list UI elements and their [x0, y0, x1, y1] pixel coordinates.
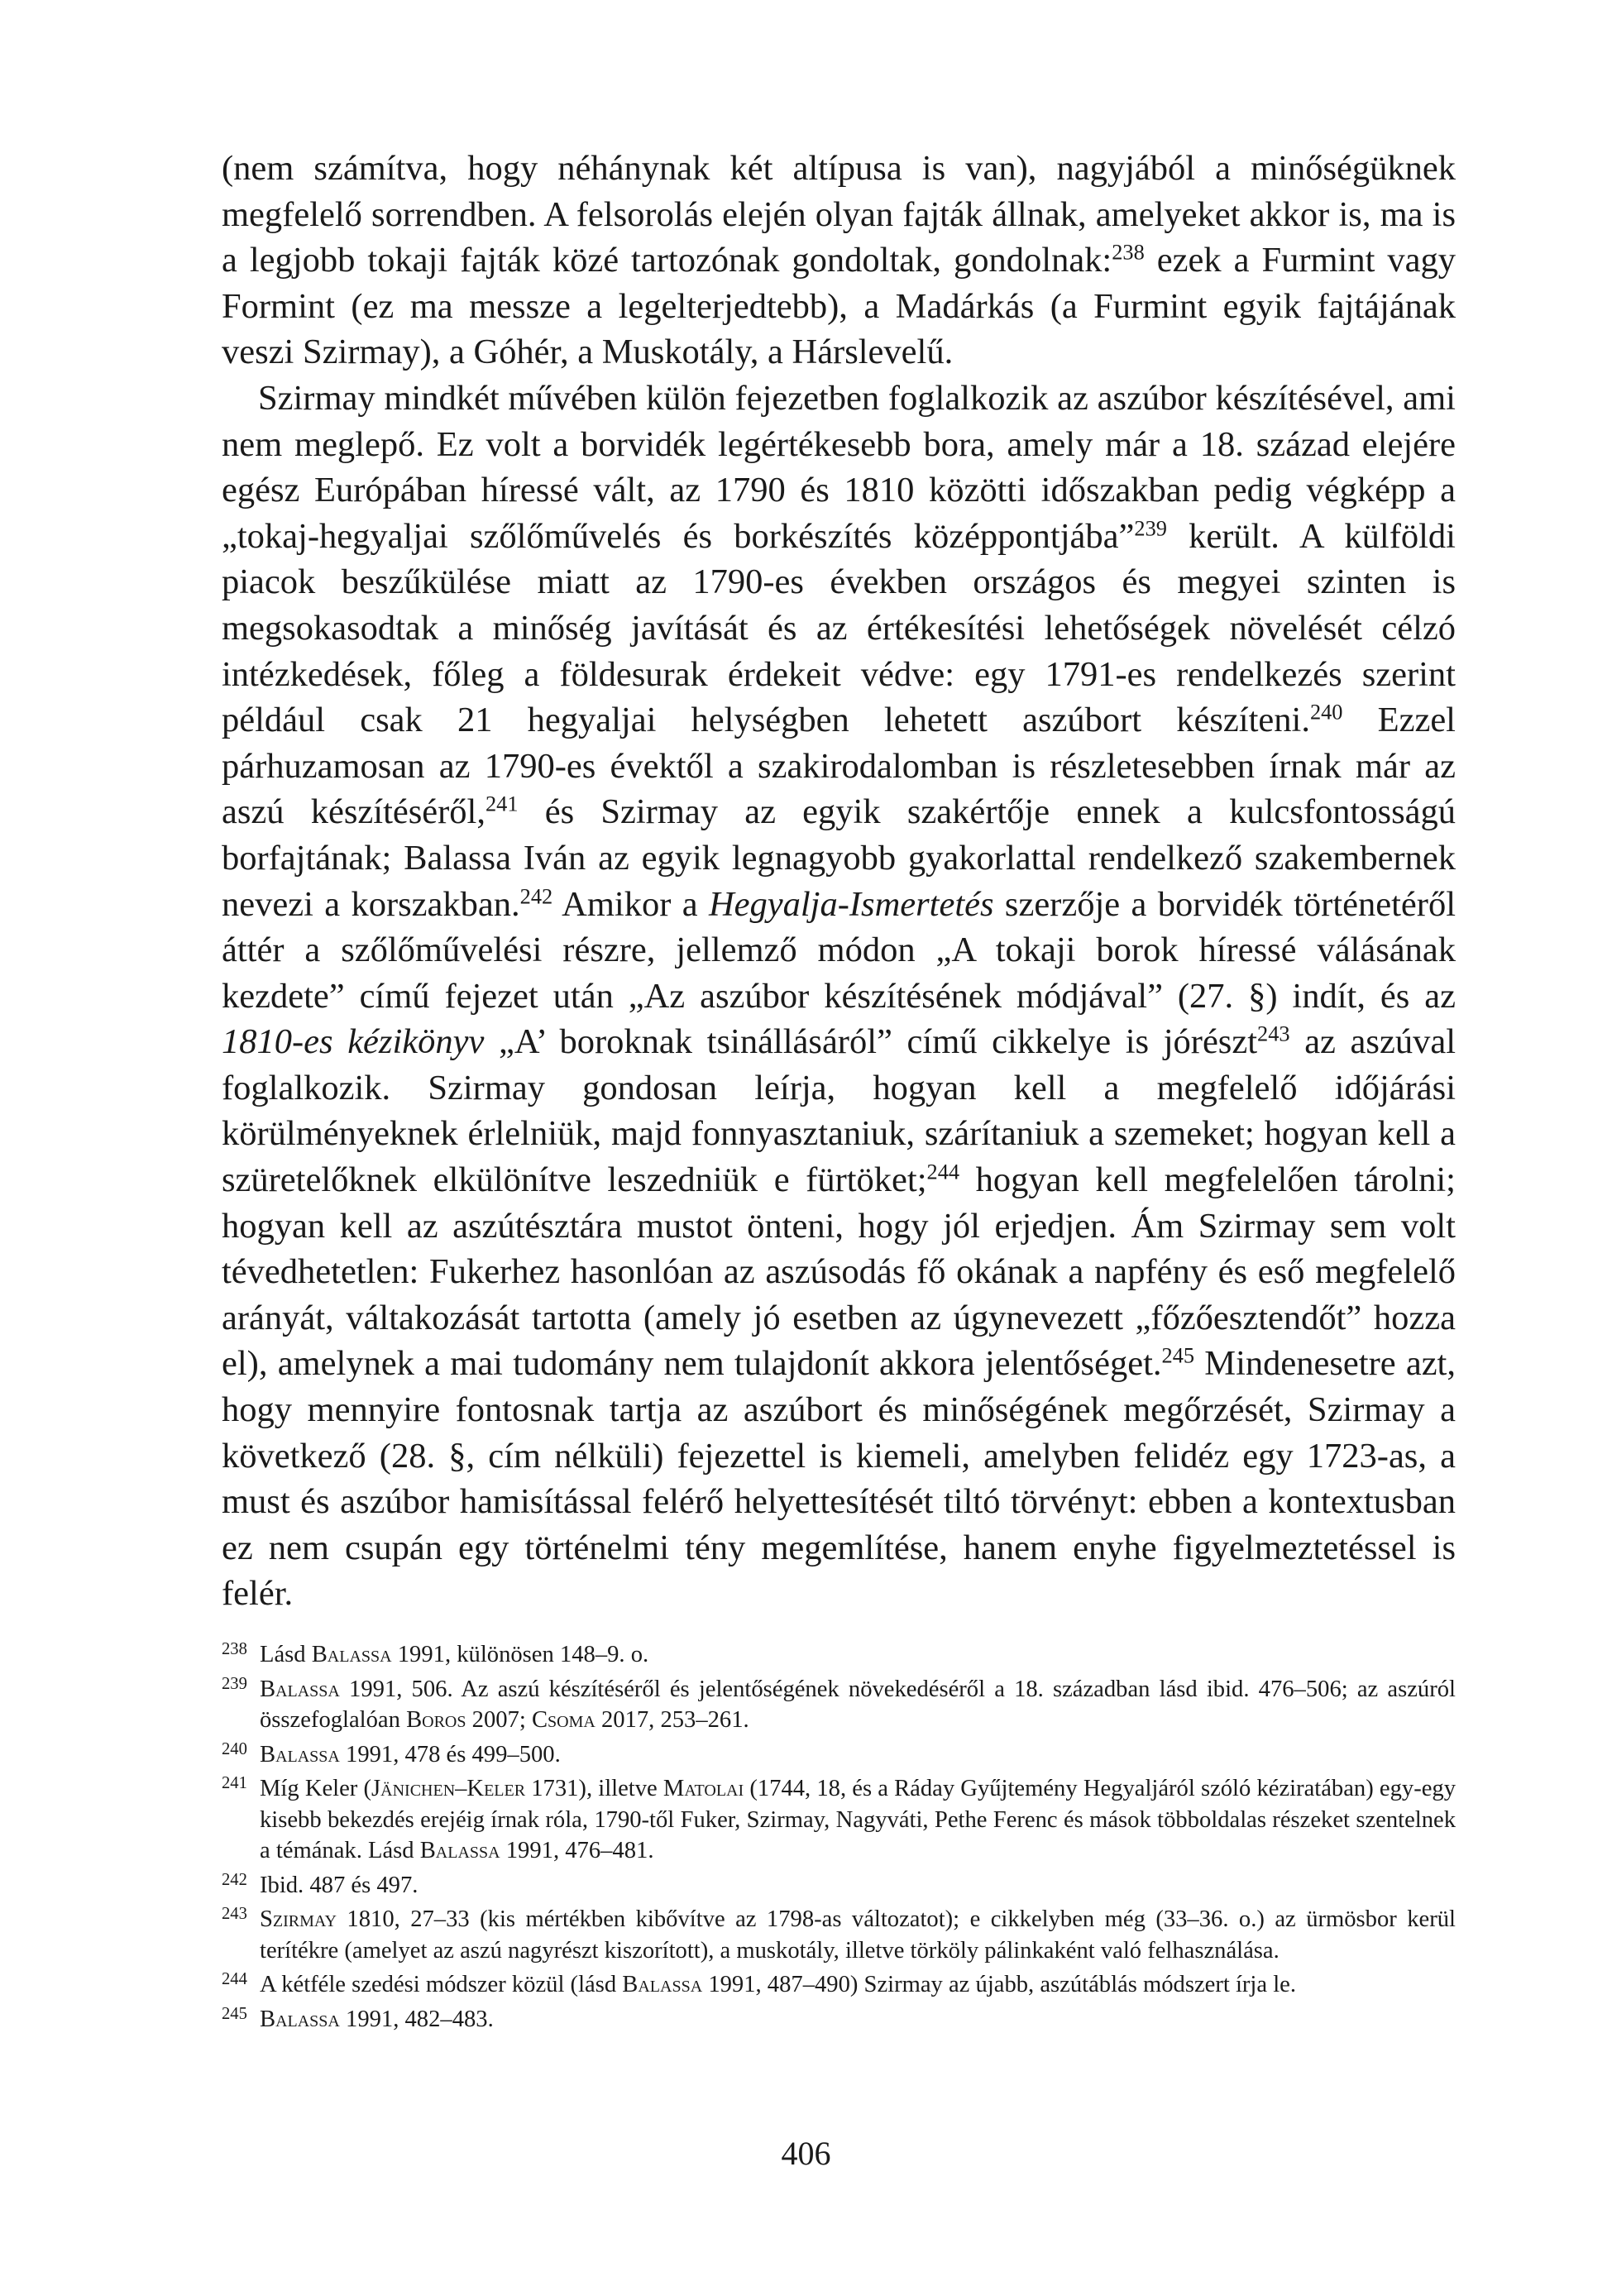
italic-title: Hegyalja-Ismertetés: [708, 884, 994, 924]
author-name: Boros: [406, 1707, 466, 1733]
footnote-number: 240: [222, 1739, 247, 1758]
text-run: Szirmay mindkét művében külön fejezetben foglalkozik az aszúbor készítésével, ami nem meglepő. Ez volt a borvidék legértékesebb bora, amely már a 18. század elejére egész Európában híressé vált, az 1790 és 1810 közötti időszakban pedig végképp a „tokaj-hegyaljai szőlőművelés és borkészítés középpontjába”: [222, 378, 1456, 556]
footnote-ref: 244: [926, 1160, 960, 1184]
author-name: Balassa: [260, 1741, 340, 1767]
text-run: Ibid. 487 és 497.: [260, 1872, 419, 1898]
footnote-ref: 239: [1134, 516, 1167, 541]
footnote-text: [260, 2004, 1456, 2035]
footnote: [222, 1773, 1456, 1867]
text-run: Amikor a: [552, 884, 709, 924]
footnote-text: [260, 1969, 1456, 2001]
author-name: Szirmay: [260, 1906, 337, 1932]
text-run: 2007;: [466, 1707, 532, 1733]
text-run: 2017, 253–261.: [595, 1707, 749, 1733]
text-run: 1991, 476–481.: [500, 1838, 654, 1863]
footnote-ref: 240: [1309, 700, 1343, 725]
footnote: [222, 1739, 1456, 1771]
footnote-ref: 241: [485, 792, 519, 816]
footnote: [222, 2004, 1456, 2035]
text-run: Míg Keler (: [260, 1776, 372, 1801]
footnote-number: 245: [222, 2004, 247, 2023]
text-run: Lásd: [260, 1642, 312, 1667]
text-run: „A’ boroknak tsinállásáról” című cikkelye is jórészt: [484, 1022, 1258, 1062]
footnote-number: 239: [222, 1674, 247, 1693]
text-run: és Szirmay az egyik szakértője ennek a kulcsfontosságú borfajtának; Balassa Iván az egyik legnagyobb gyakorlattal rendelkező szakembernek nevezi a korszakban.: [222, 792, 1456, 924]
footnote: [222, 1969, 1456, 2001]
body-text: [222, 146, 1456, 1617]
footnote-text: [260, 1904, 1456, 1966]
author-name: Csoma: [531, 1707, 596, 1733]
paragraph: [222, 375, 1456, 1617]
footnote-text: [260, 1674, 1456, 1736]
footnote-number: 241: [222, 1774, 247, 1792]
footnote-ref: 243: [1257, 1021, 1290, 1046]
footnote: [222, 1639, 1456, 1671]
text-run: Mindenesetre azt, hogy mennyire fontosnak tartja az aszúbort és minőségének megőrzését, Szirmay a következő (28. §, cím nélküli) fejezettel is kiemeli, amelyben felidéz egy 1723-as, a must és aszúbor hamisítással felérő helyettesítését tiltó törvényt: ebben a kontextusban ez nem csupán egy történelmi tény megemlítése, hanem enyhe figyelmeztetéssel is felér.: [222, 1344, 1456, 1614]
text-run: A kétféle szedési módszer közül (lásd: [260, 1972, 623, 1997]
footnote-number: 243: [222, 1905, 247, 1923]
text-run: 1991, 482–483.: [339, 2006, 494, 2032]
footnote-ref: 238: [1112, 240, 1145, 265]
author-name: Balassa: [311, 1642, 392, 1667]
text-run: (1744, 18, és a Ráday Gyűjtemény Hegyaljáról szóló kéziratában) egy-egy kisebb bekezdés erejéig írnak róla, 1790-től Fuker, Szirmay, Nagyváti, Pethe Ferenc és mások többoldalas részeket szentelnek a témának. Lásd: [260, 1776, 1456, 1863]
text-run: 1991, 487–490) Szirmay az újabb, aszútáblás módszert írja le.: [702, 1972, 1296, 1997]
author-name: Jänichen–Keler: [371, 1776, 526, 1801]
footnote: [222, 1904, 1456, 1966]
author-name: Balassa: [260, 2006, 340, 2032]
footnote-number: 242: [222, 1870, 247, 1889]
text-run: szerzője a borvidék történetéről áttér a szőlőművelési részre, jellemző módon „A tokaji borok híressé válásának kezdete” című fejezet után „Az aszúbor készítésének módjával” (27. §) indít, és az: [222, 884, 1456, 1016]
text-run: ezek a Furmint vagy Formint (ez ma messze a legelterjedtebb), a Madárkás (a Furmint egyik fajtájának veszi Szirmay), a Góhér, a Muskotály, a Hárslevelű.: [222, 241, 1457, 372]
footnote-text: [260, 1773, 1456, 1867]
footnote-ref: 242: [519, 884, 553, 909]
text-run: került. A külföldi piacok beszűkülése miatt az 1790-es években országos és megyei szinten is megsokasodtak a minőség javítását és az értékesítési lehetőségek növelését célzó intézkedések, főleg a földesurak érdekeit védve: egy 1791-es rendelkezés szerint például csak 21 hegyaljai helységben lehetett aszúbort készíteni.: [222, 516, 1456, 740]
author-name: Balassa: [419, 1838, 500, 1863]
text-run: 1810, 27–33 (kis mértékben kibővítve az 1798-as változatot); e cikkelyben még (33–36. o.) az ürmösbor kerül terítékre (amelyet az aszú nagyrészt kiszorított), a muskotály, illetve törköly pálinkaként való felhasználása.: [260, 1906, 1456, 1964]
footnote-number: 244: [222, 1970, 247, 1988]
text-run: 1991, 506. Az aszú készítéséről és jelentőségének növekedéséről a 18. században lásd ibid. 476–506; az aszúról összefoglalóan: [260, 1676, 1456, 1733]
author-name: Matolai: [662, 1776, 744, 1801]
text-run: 1731), illetve: [525, 1776, 663, 1801]
footnote-text: [260, 1639, 1456, 1671]
footnote-number: 238: [222, 1640, 247, 1658]
author-name: Balassa: [260, 1676, 340, 1702]
italic-title: 1810-es kézikönyv: [222, 1022, 485, 1062]
footnote-ref: 245: [1161, 1343, 1195, 1368]
text-run: Ezzel párhuzamosan az 1790-es évektől a szakirodalomban is részletesebben írnak már az aszú készítéséről,: [222, 701, 1456, 832]
page-number: 406: [781, 2135, 831, 2172]
author-name: Balassa: [622, 1972, 703, 1997]
text-run: az aszúval foglalkozik. Szirmay gondosan leírja, hogyan kell a megfelelő időjárási körülményeknek érlelniük, majd fonnyasztaniuk, szárítaniuk a szemeket; hogyan kell a szüretelőknek elkülönítve leszedniük e fürtöket;: [222, 1022, 1456, 1200]
paragraph: [222, 146, 1456, 375]
footnote: [222, 1674, 1456, 1736]
text-run: 1991, különösen 148–9. o.: [391, 1642, 649, 1667]
text-run: 1991, 478 és 499–500.: [339, 1741, 561, 1767]
text-run: hogyan kell megfelelően tárolni; hogyan kell az aszútésztára mustot önteni, hogy jól erjedjen. Ám Szirmay sem volt tévedhetetlen: Fukerhez hasonlóan az aszúsodás fő okának a napfény és eső megfelelő arányát, váltakozását tartotta (amely jó esetben az úgynevezett „főzőesztendőt” hozza el), amelynek a mai tudomány nem tulajdonít akkora jelentőséget.: [222, 1160, 1456, 1384]
footnote-text: [260, 1739, 1456, 1771]
footnotes: [222, 1639, 1456, 2038]
main-text: [222, 146, 1456, 1617]
footnote: [222, 1870, 1456, 1901]
text-run: (nem számítva, hogy néhánynak két altípusa is van), nagyjából a minőségüknek megfelelő sorrendben. A felsorolás elején olyan fajták állnak, amelyeket akkor is, ma is a legjobb tokaji fajták közé tartozónak gondoltak, gondolnak:: [222, 149, 1456, 280]
footnote-text: [260, 1870, 1456, 1901]
